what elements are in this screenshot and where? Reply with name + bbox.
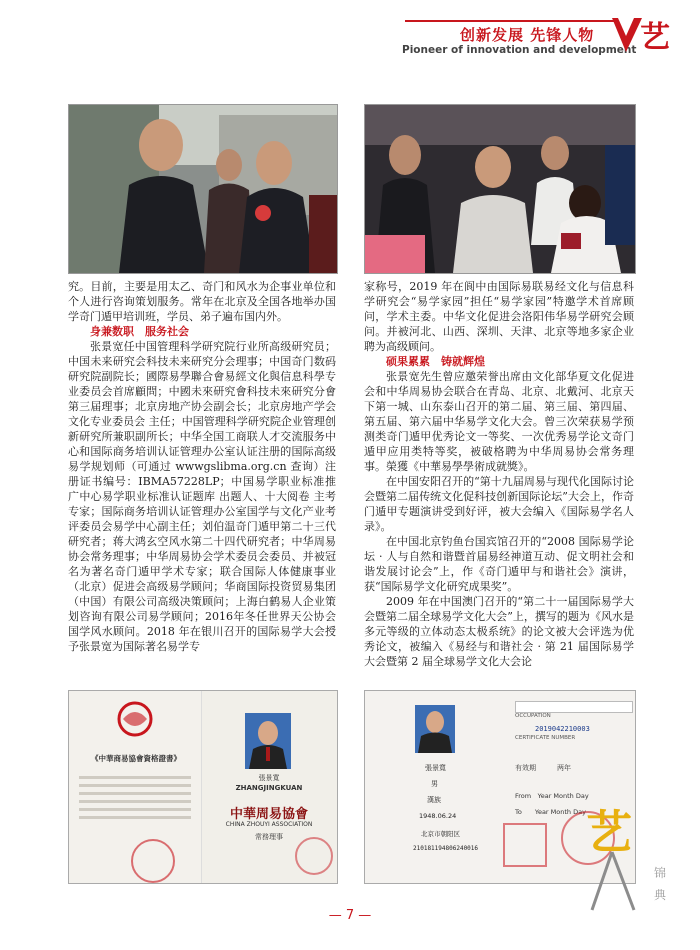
holder-birth: 1948.06.24: [419, 812, 457, 820]
holder-pinyin: ZHANGJINGKUAN: [235, 784, 303, 792]
watermark-char: 锦: [654, 866, 667, 880]
certificate-number: 2019042210003: [535, 725, 590, 733]
validity-from: From Year Month Day: [515, 792, 589, 800]
paragraph: 张景宽先生曾应邀荣誉出席由文化部华夏文化促进会和中华周易协会联合在青岛、北京、北戴河、北京天下第一城、山东泰山召开的第二届、第三届、第四届、第五届、第六届中华易学文化大会。曾三次荣获易学预测类奇门遁甲优秀论文一等奖、一次优秀易学论文奇门遁甲应用类特等奖，被破格聘为中华周易协会常务理事。榮獲《中華易學學術成就獎》。: [364, 370, 634, 473]
seal-stamp: [295, 837, 333, 875]
seal-stamp: [503, 823, 547, 867]
portrait-photo: [245, 713, 291, 769]
paragraph: 究。目前，主要是用太乙、奇门和风水为企事业单位和个人进行咨询策划服务。常年在北京及全国各地举办国学奇门遁甲培训班，学员、弟子遍布国内外。: [68, 280, 336, 323]
header-slogan: 创新发展 先锋人物: [460, 26, 595, 44]
paragraph: 在中国安阳召开的“第十九届周易与现代化国际讨论会暨第二届传统文化促科技创新国际论坛”大会上，作奇门遁甲专题演讲受到好评，被大会编入《国际易学名人录》。: [364, 475, 634, 533]
section-heading: 硕果累累 铸就辉煌: [386, 355, 485, 368]
association-name-en: CHINA ZHOUYI ASSOCIATION: [225, 821, 313, 828]
certificate-left: [68, 690, 338, 884]
certificate-number-label: CERTIFICATE NUMBER: [515, 735, 576, 741]
left-text-column: [68, 279, 336, 679]
holder-name: 張景寬: [258, 774, 280, 782]
paragraph: 2009 年在中国澳门召开的“第二十一届国际易学大会暨第二届全球易学文化大会”上，撰写的题为《风水是多元等级的立体动态太极系统》的论文被大会评选为优秀论文，被编入《易经与和谐社会 · 第 21 届国际易学大会暨第 2 届全球易学文化大会论: [364, 595, 634, 668]
occupation-label: OCCUPATION: [515, 713, 551, 719]
right-text-column: [364, 279, 634, 679]
validity-label: 有效期: [515, 764, 536, 772]
validity-value: 两年: [557, 764, 571, 772]
member-role: 常務理事: [255, 833, 283, 841]
dragon-emblem-icon: [111, 699, 159, 739]
holder-id-number: 210181194806240016: [413, 845, 479, 852]
holder-nation: 漢族: [427, 796, 441, 804]
page-header: [0, 0, 700, 70]
photo-signing: [364, 104, 636, 274]
watermark-logo: [582, 796, 700, 920]
header-rule: [405, 20, 635, 22]
watermark-glyph: 艺: [586, 805, 632, 859]
association-name: 中華周易協會: [229, 807, 308, 822]
header-slogan-en: Pioneer of innovation and development: [402, 44, 637, 56]
holder-name: 張景寬: [425, 764, 446, 772]
page-number: — 7 —: [328, 908, 372, 923]
holder-place: 北京市朝阳区: [421, 830, 460, 838]
holder-gender: 男: [431, 780, 438, 788]
seal-stamp: [131, 839, 175, 883]
watermark-char: 典: [654, 888, 667, 902]
paragraph: 张景宽任中国管理科学研究院行业所高级研究员；中国未来研究会科技未来研究分会理事；中国奇门数码研究院副院长；國際易學聯合會易經文化與信息科學专业委员会首席顧問；中國未來研究會科技未來研究分會第三届理事；北京房地产协会副会长；北京房地产学会文化专业委员会 主任；中国管理科学研究院企业管理创新研究所兼职副所长；中华全国工商联人才交流服务中心和国际商务培训认证管理办公室认证注册的国际高级易学规划师（可通过 wwwgslibma.org.cn 查询）注册证书编号：IBMA57228LP；中国易学职业标准推广中心易学职业标准认证题库 出题人、十大阅卷 主考专家；国际商务培训认证管理办公室国学与文化产业考评委员会易学中心副主任；刘伯温奇门遁甲第二十三代研究者；蒋大鸿玄空风水第二十四代研究者；中华周易协会常务理事；中华周易协会学术委员会委员、并被冠名为著名奇门遁甲学术专家；联合国际人体健康事业（北京）促进会高级易学顾问；华商国际投资贸易集团（中国）有限公司高级决策顾问；上海白鹤易人企业策划咨询有限公司易学顾问；2016年冬任世界天公协会国学风水顾问。2018 年在银川召开的国际易学大会授予张景宽为国际著名易学专: [68, 340, 336, 653]
certificate-title: 《中華商易協會資格證書》: [91, 754, 181, 763]
section-heading: 身兼数职 服务社会: [90, 325, 189, 338]
paragraph: 在中国北京钓鱼台国宾馆召开的“2008 国际易学论坛 · 人与自然和谐暨首届易经神道互动、促文明社会和谐发展讨论会”上，作《奇门遁甲与和谐社会》演讲，获“国际易学文化研究成果奖”。: [364, 535, 634, 593]
validity-to: To Year Month Day: [515, 808, 586, 816]
header-glyph: 艺: [640, 20, 670, 55]
portrait-photo: [415, 705, 455, 753]
photo-handshake: [68, 104, 338, 274]
paragraph: 家称号，2019 年在阆中由国际易联易经文化与信息科学研究会“易学家园”担任“易学家园”特邀学术首席顾问，学术主委。中华文化促进会洛阳伟华易学研究会顾问。并被河北、山西、深圳、天津、北京等地多家企业聘为高级顾问。: [364, 280, 634, 353]
watermark-figure-icon: [582, 846, 642, 916]
